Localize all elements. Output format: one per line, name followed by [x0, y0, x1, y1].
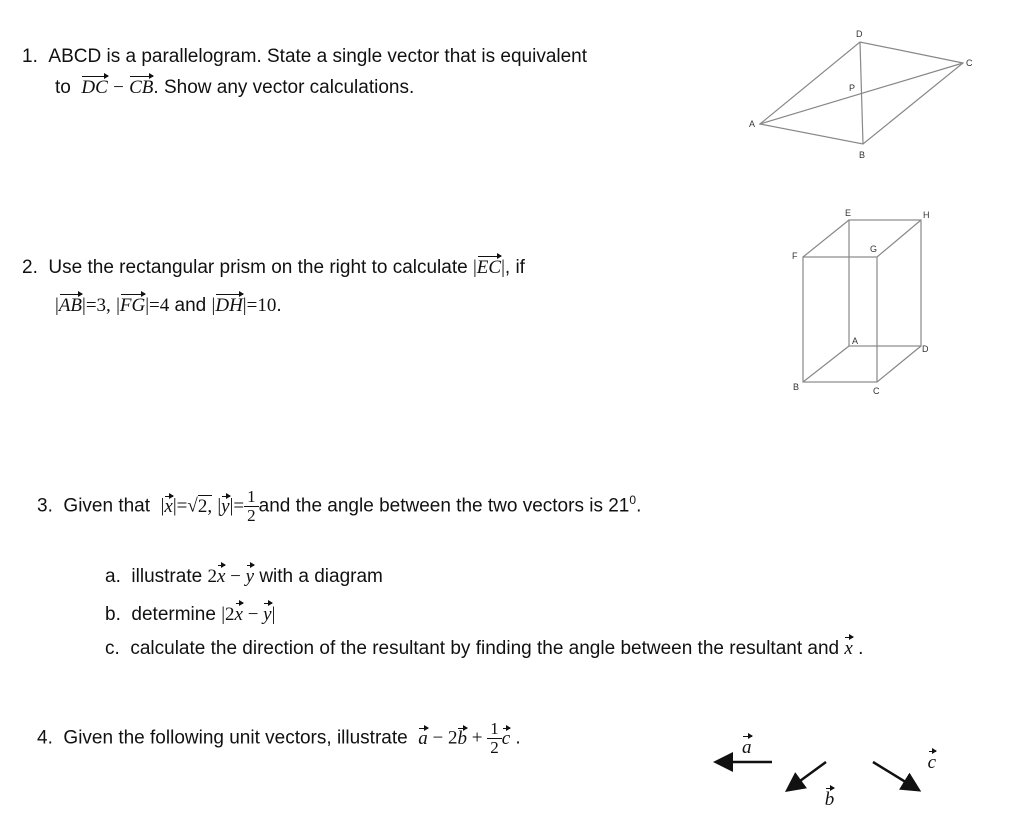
question-3: 3. Given that |x|=√2, |y|= $\frac{1}{2}$ and the angle between the two vectors is $21^0$. [37, 487, 642, 525]
question-number: 3. [37, 495, 53, 517]
text: to [55, 77, 71, 98]
label-d: D [922, 344, 929, 354]
vector-x: x [164, 495, 173, 517]
text: − [225, 566, 246, 587]
vector-ec: EC [476, 257, 502, 278]
text: . Show any vector calculations. [153, 77, 415, 98]
vector-x: x [234, 604, 243, 625]
label-c: C [873, 386, 880, 396]
label: c. [105, 638, 120, 659]
question-2-line2: |AB|=3, |FG|=4 and |DH|=10. [55, 295, 282, 316]
label-b: B [793, 382, 800, 392]
text: − 2 [427, 727, 458, 749]
label-g: G [870, 244, 878, 254]
text: and [174, 295, 207, 316]
question-text: ABCD is a parallelogram. State a single vector that is equivalent [48, 46, 588, 67]
prism-diagram [803, 220, 921, 382]
vector-c-label: c [927, 752, 936, 773]
label-f: F [792, 251, 798, 261]
label-a: A [852, 336, 859, 346]
unit-vectors [718, 762, 917, 789]
question-text: Use the rectangular prism on the right to calculate [48, 257, 468, 278]
vector-b-label: b [824, 789, 835, 810]
vector-ab: AB [58, 295, 83, 316]
text: 2 [207, 566, 217, 587]
vector-dh: DH [215, 295, 243, 316]
vector-x: x [844, 638, 853, 659]
label-e: E [845, 208, 852, 218]
text: . [276, 295, 282, 316]
numerator: 1 [487, 720, 502, 739]
denominator: 2 [247, 506, 256, 525]
text: = [176, 495, 188, 517]
text: and the angle between the two vectors is 21 [258, 495, 630, 517]
question-number: 4. [37, 727, 53, 749]
text: 2 [225, 604, 235, 625]
vector-b-arrow [789, 762, 826, 789]
minus: − [113, 77, 124, 98]
text: . [858, 638, 864, 659]
text: . [636, 495, 642, 517]
question-2: 2. Use the rectangular prism on the right to calculate |EC|, if [22, 257, 525, 278]
vector-y: y [245, 566, 255, 587]
text: determine [131, 604, 216, 625]
label-h: H [923, 210, 930, 220]
text: calculate the direction of the resultant by finding the angle between the resultant and [130, 638, 840, 659]
text: + [466, 727, 488, 749]
question-number: 2. [22, 257, 38, 278]
text: − [242, 604, 264, 625]
vector-fg: FG [119, 295, 146, 316]
text: = [233, 495, 245, 517]
value: =3, [85, 295, 111, 316]
sqrt-value: 2, [197, 495, 213, 517]
label: b. [105, 604, 121, 625]
text: with a diagram [259, 566, 383, 587]
degree: 0 [629, 493, 637, 508]
label-a: A [749, 119, 756, 129]
parallelogram-diagram [760, 42, 963, 144]
vector-a: a [418, 727, 428, 749]
text: , if [504, 257, 525, 278]
value: =4 [149, 295, 170, 316]
vector-x: x [216, 566, 226, 587]
numerator: 1 [244, 488, 259, 507]
vector-dc: DC [81, 77, 108, 98]
text: . [515, 727, 521, 749]
vector-c-arrow [873, 762, 917, 789]
denominator: 2 [490, 738, 499, 757]
question-number: 1. [22, 46, 38, 67]
question-text: Given the following unit vectors, illustrate [63, 727, 408, 749]
label-c: C [966, 58, 973, 68]
label: a. [105, 566, 121, 587]
vector-c: c [501, 727, 511, 749]
vector-a-label: a [742, 737, 752, 758]
value: =10 [246, 295, 277, 316]
label-p: P [849, 83, 856, 93]
label-d: D [856, 29, 863, 39]
question-3b: b. determine |2x − y| [105, 604, 276, 625]
vector-y: y [263, 604, 272, 625]
label-b: B [859, 150, 866, 160]
vector-b: b [457, 727, 467, 749]
vector-cb: CB [129, 77, 154, 98]
text: Given that [63, 495, 151, 517]
text: illustrate [131, 566, 203, 587]
vector-y: y [221, 495, 230, 517]
